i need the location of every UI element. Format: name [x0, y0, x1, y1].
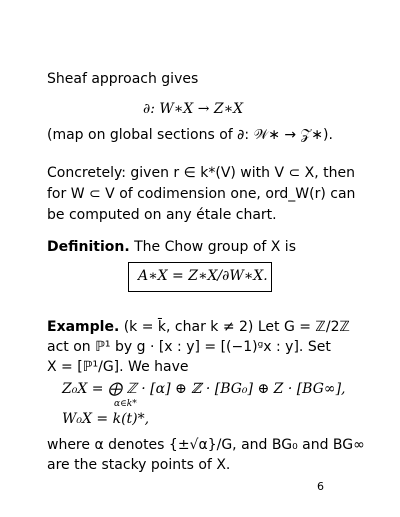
where-line-1: where α denotes {±√α}/G, and BG₀ and BG∞: [47, 437, 365, 453]
chow-equation: A∗X = Z∗X/∂W∗X.: [138, 268, 268, 284]
example-line-2: act on ℙ¹ by g · [x : y] = [(−1)ᵍx : y]. Set: [47, 339, 331, 355]
global-sections-note: (map on global sections of ∂: 𝒲∗ → 𝒵∗).: [47, 127, 333, 143]
example-line-1-wrap: [47, 318, 350, 336]
definition-text: The Chow group of X is: [134, 239, 296, 255]
example-label: Example.: [47, 319, 120, 335]
page-number: 6: [317, 480, 324, 493]
z0-equation: Z₀X = ⨁ ℤ · [α] ⊕ ℤ · [BG₀] ⊕ Z · [BG∞],: [62, 381, 346, 397]
concretely-line-1: Concretely: given r ∈ k*(V) with V ⊂ X, then: [47, 165, 356, 181]
w0-equation: W₀X = k(t)*,: [62, 411, 150, 427]
z0-subscript: α∈k*: [114, 399, 137, 409]
sheaf-intro: Sheaf approach gives: [47, 71, 199, 87]
boundary-equation: ∂: W∗X → Z∗X: [143, 101, 244, 117]
example-line-3: X = [ℙ¹/G]. We have: [47, 359, 189, 375]
definition-paragraph: [47, 238, 296, 256]
where-line-2: are the stacky points of X.: [47, 457, 231, 473]
example-line-1: (k = k̄, char k ≠ 2) Let G = ℤ/2ℤ: [123, 319, 350, 335]
definition-label: Definition.: [47, 239, 130, 255]
concretely-line-2: for W ⊂ V of codimension one, ord_W(r) can: [47, 186, 356, 202]
concretely-line-3: be computed on any étale chart.: [47, 207, 277, 223]
